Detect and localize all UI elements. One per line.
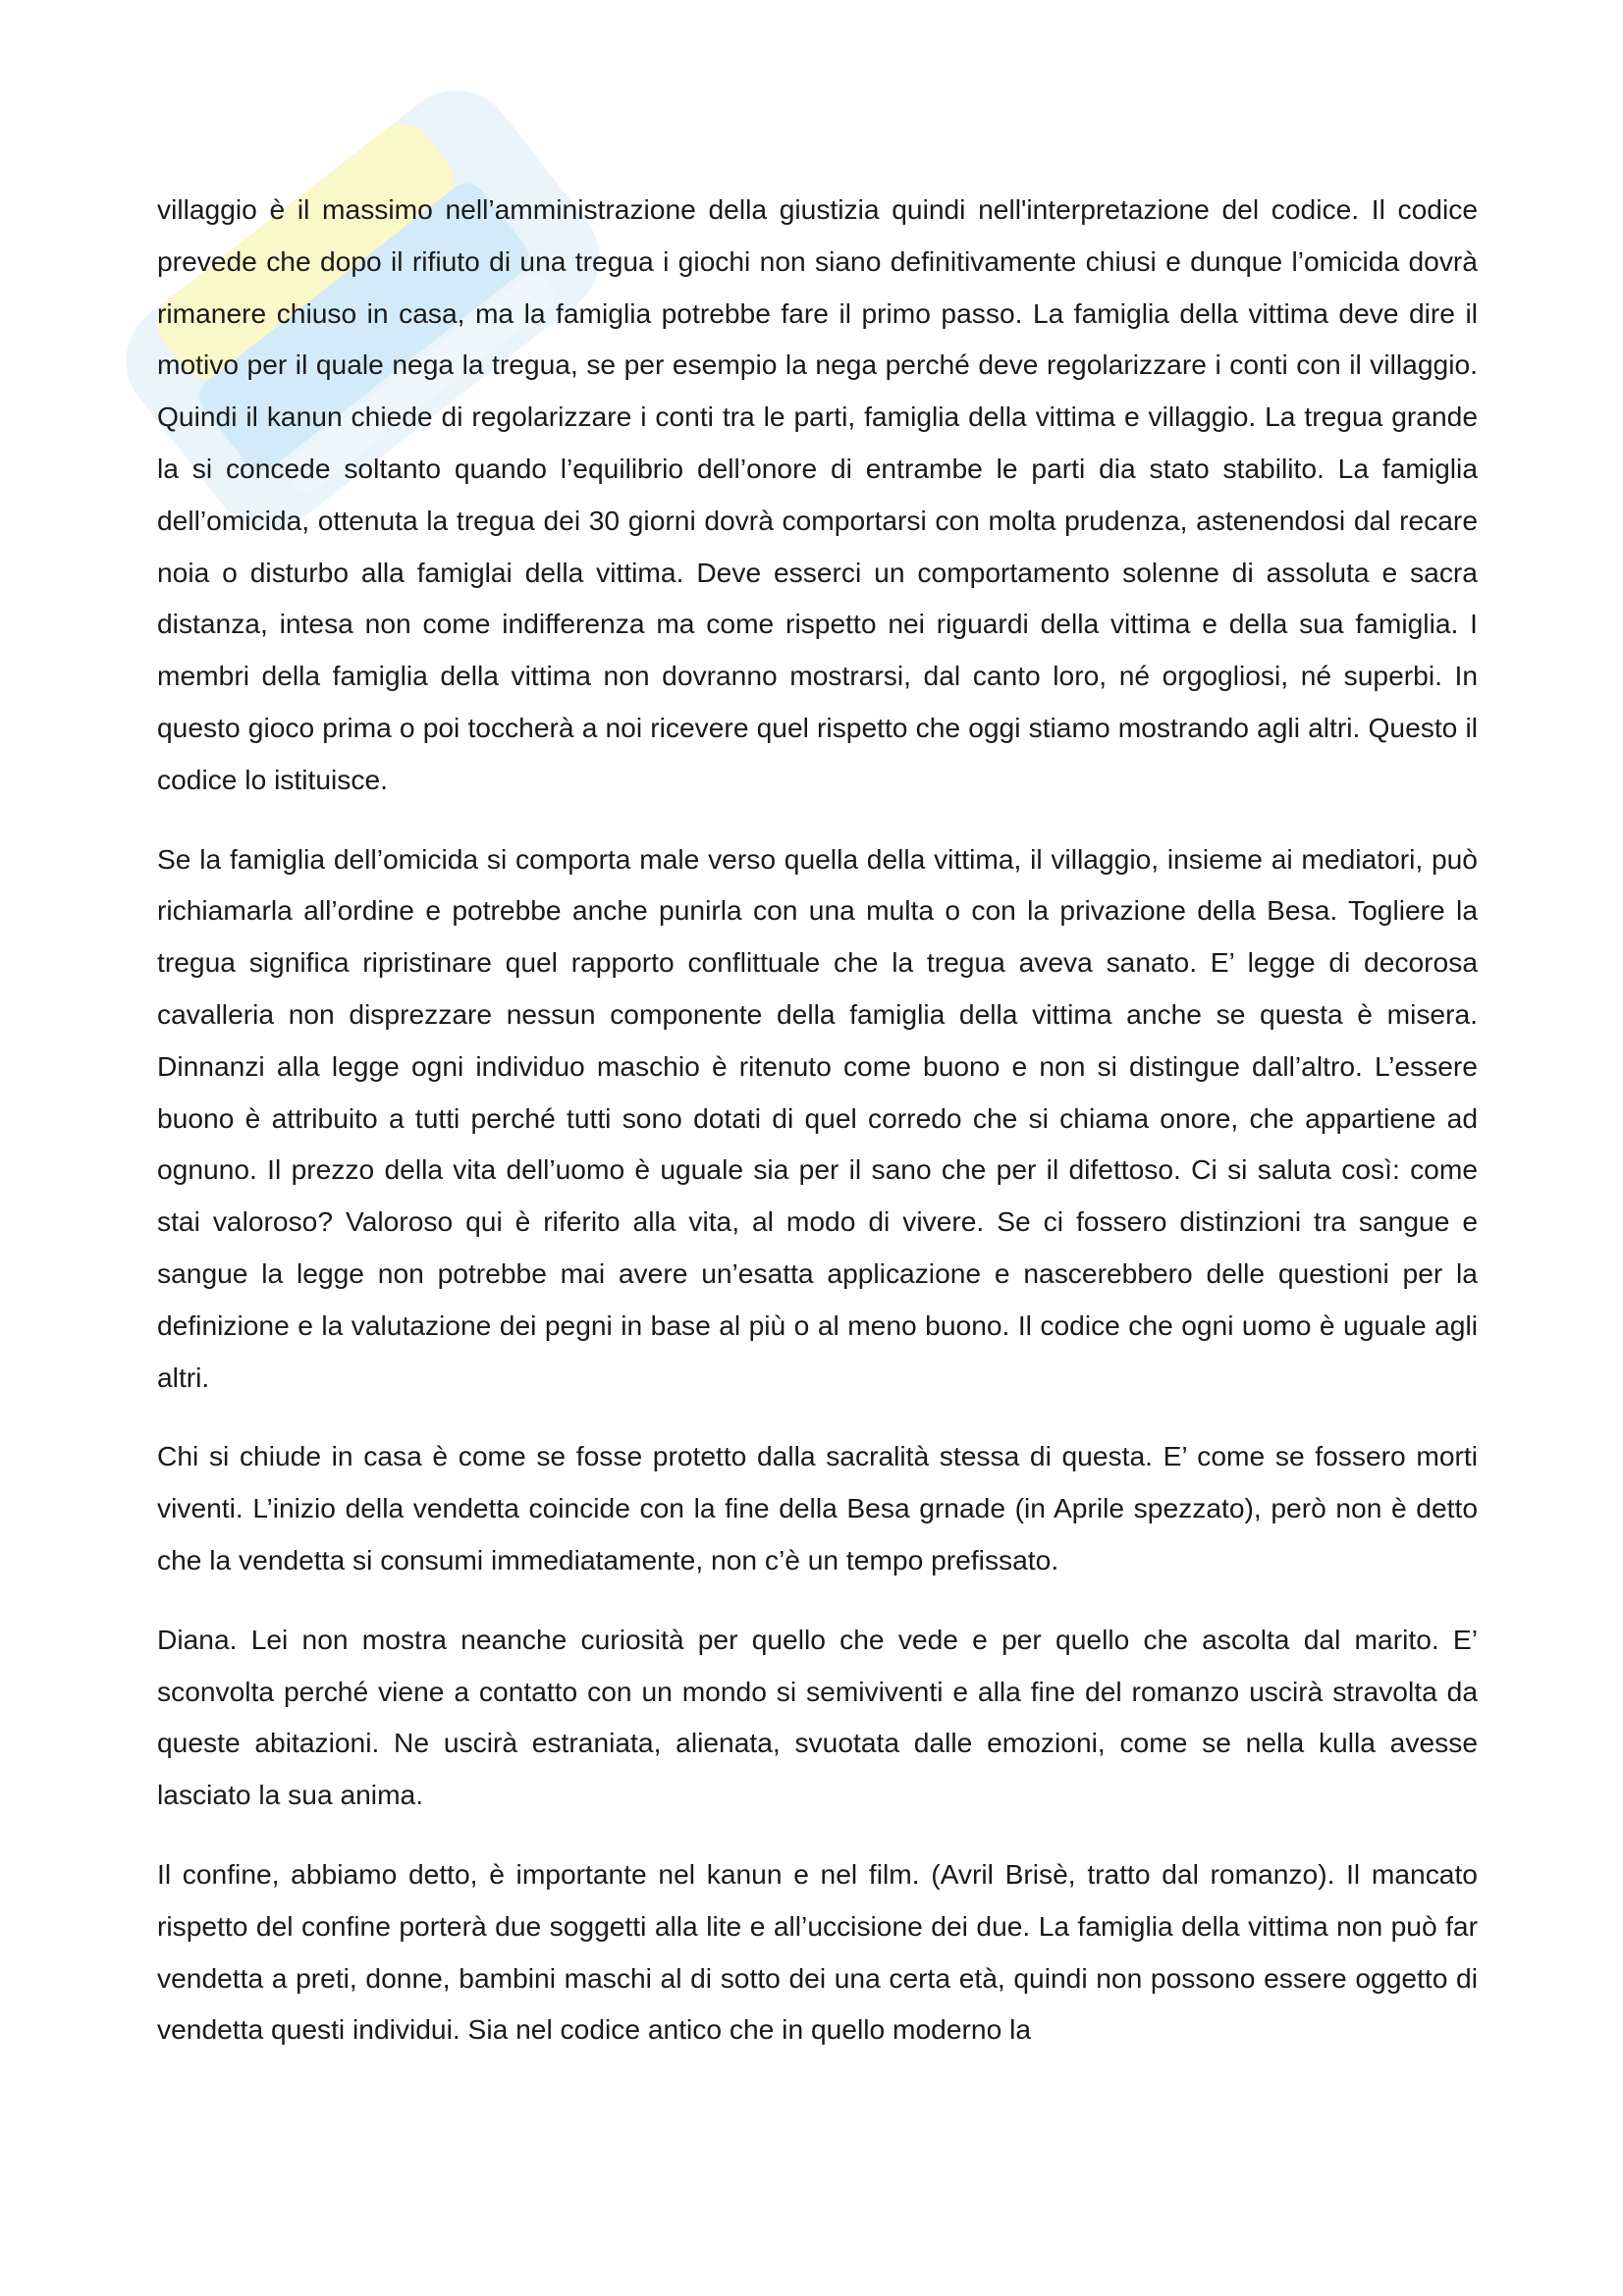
- paragraph-2: Se la famiglia dell’omicida si comporta male verso quella della vittima, il villaggio, insieme ai mediatori, può richiamarla all’ordine e potrebbe anche punirla con una multa o con la privazione della Besa. Togliere la tregua significa ripristinare quel rapporto conflittuale che la tregua aveva sanato. E’ legge di decorosa cavalleria non disprezzare nessun componente della famiglia della vittima anche se questa è misera. Dinnanzi alla legge ogni individuo maschio è ritenuto come buono e non si distingue dall’altro. L’essere buono è attribuito a tutti perché tutti sono dotati di quel corredo che si chiama onore, che appartiene ad ognuno. Il prezzo della vita dell’uomo è uguale sia per il sano che per il difettoso. Ci si saluta così: come stai valoroso? Valoroso qui è riferito alla vita, al modo di vivere. Se ci fossero distinzioni tra sangue e sangue la legge non potrebbe mai avere un’esatta applicazione e nascerebbero delle questioni per la definizione e la valutazione dei pegni in base al più o al meno buono. Il codice che ogni uomo è uguale agli altri.: [157, 842, 1478, 1393]
- paragraph-5: Il confine, abbiamo detto, è importante nel kanun e nel film. (Avril Brisè, tratto dal romanzo). Il mancato rispetto del confine porterà due soggetti alla lite e all’uccisione dei due. La famiglia della vittima non può far vendetta a preti, donne, bambini maschi al di sotto dei una certa età, quindi non possono essere oggetto di vendetta questi individui. Sia nel codice antico che in quello moderno la: [157, 1857, 1478, 2046]
- paragraph-3: Chi si chiude in casa è come se fosse protetto dalla sacralità stessa di questa. E’ come se fossero morti viventi. L’inizio della vendetta coincide con la fine della Besa grnade (in Aprile spezzato), però non è detto che la vendetta si consumi immediatamente, non c’è un tempo prefissato.: [157, 1440, 1478, 1575]
- paragraph-1: villaggio è il massimo nell’amministrazione della giustizia quindi nell'interpretazione del codice. Il codice prevede che dopo il rifiuto di una tregua i giochi non siano definitivamente chiusi e dunque l’omicida dovrà rimanere chiuso in casa, ma la famiglia potrebbe fare il primo passo. La famiglia della vittima deve dire il motivo per il quale nega la tregua, se per esempio la nega perché deve regolarizzare i conti con il villaggio. Quindi il kanun chiede di regolarizzare i conti tra le parti, famiglia della vittima e villaggio. La tregua grande la si concede soltanto quando l’equilibrio dell’onore di entrambe le parti dia stato stabilito. La famiglia dell’omicida, ottenuta la tregua dei 30 giorni dovrà comportarsi con molta prudenza, astenendosi dal recare noia o disturbo alla famiglai della vittima. Deve esserci un comportamento solenne di assoluta e sacra distanza, intesa non come indifferenza ma come rispetto nei riguardi della vittima e della sua famiglia. I membri della famiglia della vittima non dovranno mostrarsi, dal canto loro, né orgogliosi, né superbi. In questo gioco prima o poi toccherà a noi ricevere quel rispetto che oggi stiamo mostrando agli altri. Questo il codice lo istituisce.: [157, 193, 1478, 795]
- document-body: [157, 184, 1478, 2056]
- paragraph-4: Diana. Lei non mostra neanche curiosità per quello che vede e per quello che ascolta dal marito. E’ sconvolta perché viene a contatto con un mondo si semiviventi e alla fine del romanzo uscirà stravolta da queste abitazioni. Ne uscirà estraniata, alienata, svuotata dalle emozioni, come se nella kulla avesse lasciato la sua anima.: [157, 1623, 1478, 1811]
